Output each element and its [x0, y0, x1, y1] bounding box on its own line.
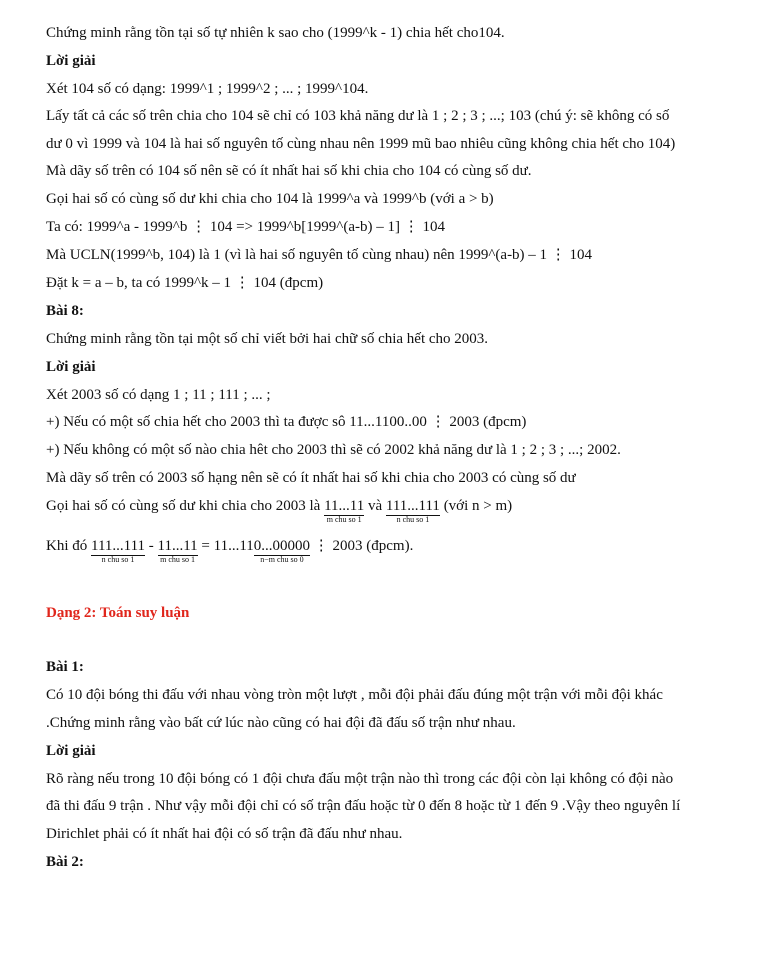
overbrace-number: 11...11 m chu so 1	[157, 538, 198, 564]
solution-heading: Lời giải	[46, 359, 96, 375]
paragraph-line: Rõ ràng nếu trong 10 đội bóng có 1 đội chưa đấu một trận nào thì trong các đội còn lại không có đội nào	[46, 771, 674, 787]
paragraph-line: Mà dãy số trên có 104 số nên sẽ có ít nhất hai số khi chia cho 104 có cùng số dư.	[46, 163, 532, 179]
paragraph-line: Ta có: 1999^a - 1999^b ⋮ 104 => 1999^b[1999^(a-b) – 1] ⋮ 104	[46, 219, 445, 235]
paragraph-line: +) Nếu không có một số nào chia hêt cho 2003 thì sẽ có 2002 khả năng dư là 1 ; 2 ; 3 ; ...; 2002.	[46, 442, 621, 458]
paragraph-line: Mà UCLN(1999^b, 104) là 1 (vì là hai số nguyên tố cùng nhau) nên 1999^(a-b) – 1 ⋮ 104	[46, 247, 593, 263]
paragraph-line: dư 0 vì 1999 và 104 là hai số nguyên tố cùng nhau nên 1999 mũ bao nhiêu cũng không chia hết cho 104)	[46, 136, 676, 152]
paragraph-line: Gọi hai số có cùng số dư khi chia cho 104 là 1999^a và 1999^b (với a > b)	[46, 191, 494, 207]
solution-heading: Lời giải	[46, 743, 96, 759]
solution-heading: Lời giải	[46, 53, 96, 69]
problem-statement: Chứng minh rằng tồn tại số tự nhiên k sao cho (1999^k - 1) chia hết cho104.	[46, 25, 505, 41]
paragraph-line: đã thi đấu 9 trận . Như vậy mỗi đội chỉ có số trận đấu hoặc từ 0 đến 8 hoặc từ 1 đến 9 .Vậy theo nguyên lí	[46, 798, 681, 814]
exercise-heading: Bài 2:	[46, 854, 84, 870]
overbrace-number: 111...111 n chu so 1	[91, 538, 146, 564]
paragraph-line: Mà dãy số trên có 2003 số hạng nên sẽ có ít nhất hai số khi chia cho 2003 có cùng số dư	[46, 470, 576, 486]
problem-statement: Chứng minh rằng tồn tại một số chỉ viết bởi hai chữ số chia hết cho 2003.	[46, 331, 489, 347]
problem-statement: Có 10 đội bóng thi đấu với nhau vòng tròn một lượt , mỗi đội phải đấu đúng một trận với mỗi đội khác	[46, 687, 663, 703]
paragraph-line: Xét 2003 số có dạng 1 ; 11 ; 111 ; ... ;	[46, 387, 271, 403]
section-heading: Dạng 2: Toán suy luận	[46, 605, 190, 621]
exercise-heading: Bài 8:	[46, 303, 84, 319]
paragraph-line: Lấy tất cả các số trên chia cho 104 sẽ chỉ có 103 khả năng dư là 1 ; 2 ; 3 ; ...; 103 (chú ý: sẽ không có số	[46, 108, 670, 124]
exercise-heading: Bài 1:	[46, 659, 84, 675]
equation-line: Gọi hai số có cùng số dư khi chia cho 2003 là 11...11 m chu so 1 và 111...111 n chu so 1 (với n > m)	[46, 498, 513, 524]
overbrace-number: 111...111 n chu so 1	[385, 498, 440, 524]
overbrace-number: 0...00000 n−m chu so 0	[253, 538, 311, 564]
paragraph-line: Xét 104 số có dạng: 1999^1 ; 1999^2 ; ... ; 1999^104.	[46, 81, 369, 97]
equation-line: Khi đó 111...111 n chu so 1 - 11...11 m chu so 1 = 11...110...00000 n−m chu so 0 ⋮ 2003 (đpcm).	[46, 538, 414, 564]
paragraph-line: Dirichlet phải có ít nhất hai đội có số trận đã đấu như nhau.	[46, 826, 403, 842]
problem-statement: .Chứng minh rằng vào bất cứ lúc nào cũng có hai đội đã đấu số trận như nhau.	[46, 715, 516, 731]
paragraph-line: Đặt k = a – b, ta có 1999^k – 1 ⋮ 104 (đpcm)	[46, 275, 324, 291]
overbrace-number: 11...11 m chu so 1	[324, 498, 365, 524]
paragraph-line: +) Nếu có một số chia hết cho 2003 thì ta được sô 11...1100..00 ⋮ 2003 (đpcm)	[46, 414, 527, 430]
